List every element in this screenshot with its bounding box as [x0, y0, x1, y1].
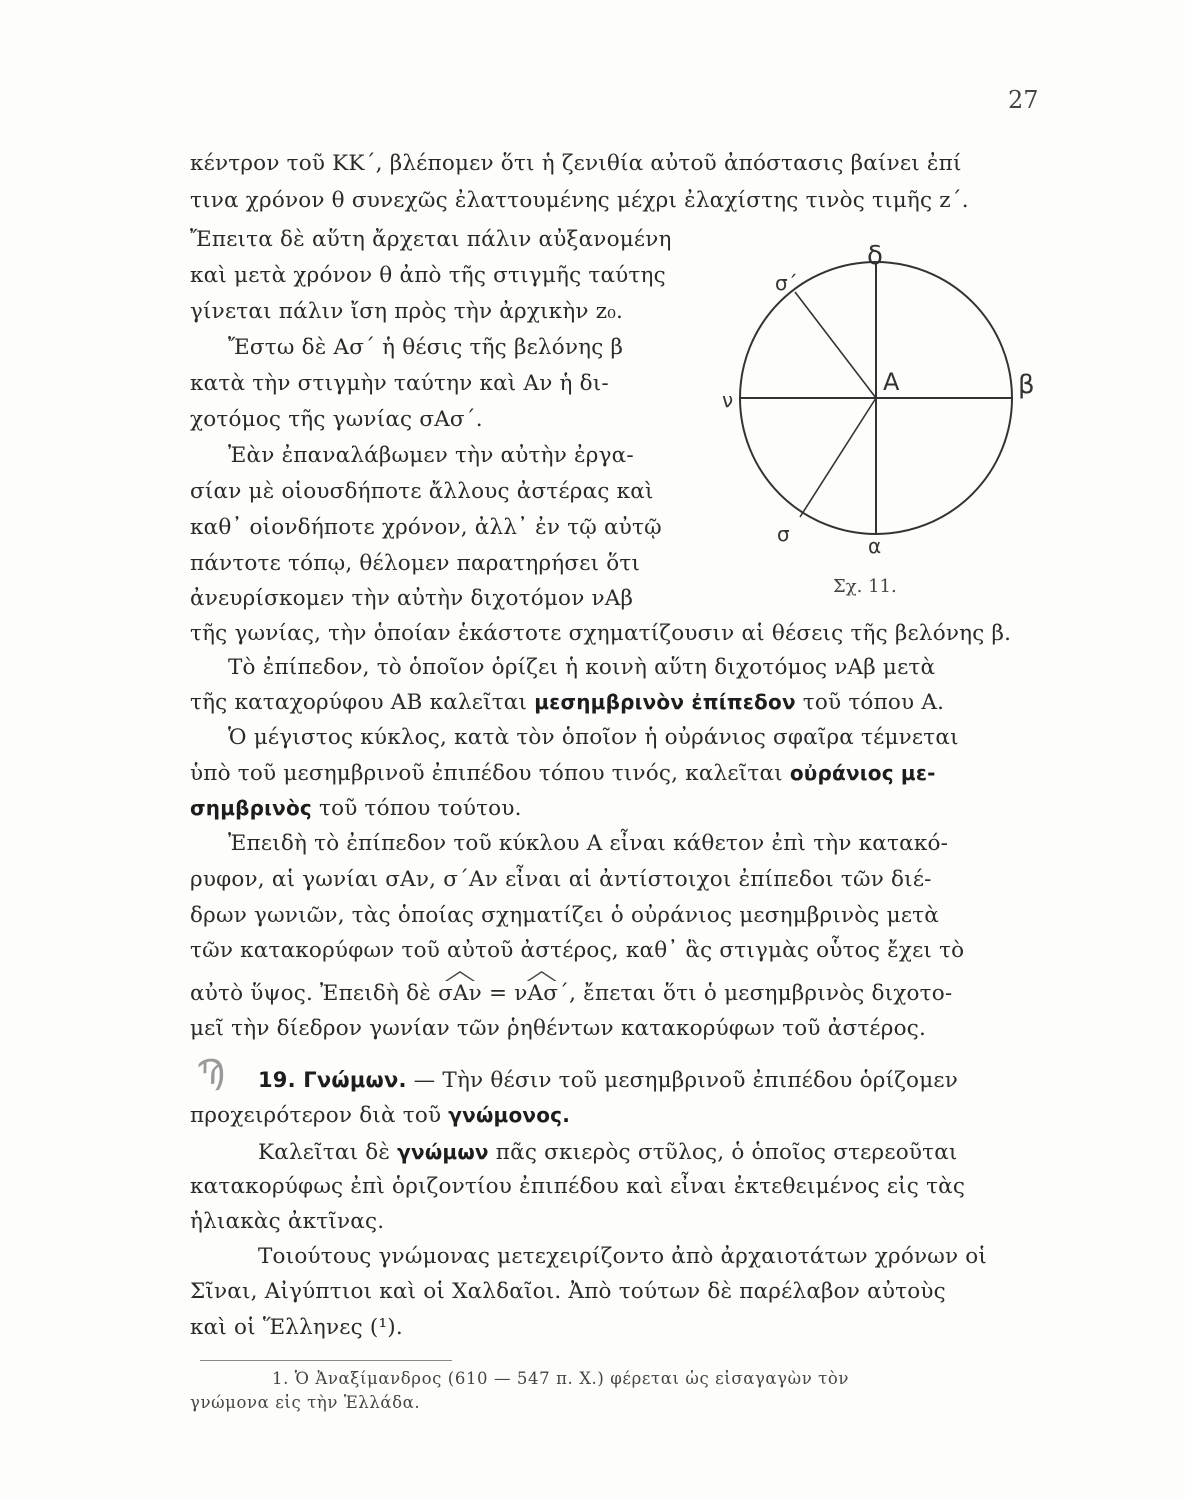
text-span: αὐτὸ ὕψος. Ἐπειδὴ δὲ — [190, 981, 439, 1006]
text-line: Σῖναι, Αἰγύπτιοι καὶ οἱ Χαλδαῖοι. Ἀπὸ τούτων δὲ παρέλαβον αὐτοὺς — [190, 1279, 946, 1304]
text-line: σίαν μὲ οἱουσδήποτε ἄλλους ἀστέρας καὶ — [190, 479, 654, 504]
text-span: , ἔπεται ὅτι ὁ μεσημβρινὸς διχοτο- — [569, 981, 953, 1006]
text-line — [190, 1101, 570, 1130]
text-line: Τὸ ἐπίπεδον, τὸ ὁποῖον ὁρίζει ἡ κοινὴ αὕτη διχοτόμος νΑβ μετὰ — [228, 655, 936, 680]
text-line: Ἔπειτα δὲ αὕτη ἄρχεται πάλιν αὐξανομένη — [190, 227, 672, 252]
text-line: τῆς γωνίας, τὴν ὁποίαν ἑκάστοτε σχηματίζουσιν αἱ θέσεις τῆς βελόνης β. — [190, 621, 1012, 646]
label-sigma-prime: σ΄ — [775, 271, 798, 295]
text-line: Ἐπειδὴ τὸ ἐπίπεδον τοῦ κύκλου Α εἶναι κάθετον ἐπὶ τὴν κατακό- — [228, 831, 949, 856]
text-line — [258, 1066, 958, 1095]
text-line: κατακορύφως ἐπὶ ὁριζοντίου ἐπιπέδου καὶ εἶναι ἐκτεθειμένος εἰς τὰς — [190, 1174, 966, 1199]
needle-sigma-prime — [795, 292, 876, 398]
angle-arc-nAs: νΑσ΄ — [514, 981, 570, 1006]
angle-arc-sAn: σΑν — [438, 981, 482, 1006]
text-line — [190, 688, 944, 717]
text-line — [190, 759, 936, 788]
label-A: Α — [883, 368, 900, 396]
label-beta: β — [1018, 370, 1035, 400]
text-line: καὶ οἱ Ἕλληνες (¹). — [190, 1315, 403, 1340]
text-line: καθ᾽ οἱονδήποτε χρόνον, ἀλλ᾽ ἐν τῷ αὐτῷ — [190, 515, 662, 540]
text-line: καὶ μετὰ χρόνον θ ἀπὸ τῆς στιγμῆς ταύτης — [190, 263, 666, 288]
text-span: Καλεῖται δὲ — [258, 1140, 398, 1165]
text-line — [190, 980, 952, 1008]
text-line: δρων γωνιῶν, τὰς ὁποίας σχηματίζει ὁ οὐράνιος μεσημβρινὸς μετὰ — [190, 903, 939, 928]
equals-sign: = — [481, 981, 515, 1006]
footnote-line: 1. Ὁ Ἀναξίμανδρος (610 — 547 π. Χ.) φέρεται ὡς εἰσαγαγὼν τὸν — [272, 1369, 850, 1388]
figure-11-diagram — [700, 235, 1050, 605]
text-line: κέντρον τοῦ ΚΚ΄, βλέπομεν ὅτι ἡ ζενιθία αὐτοῦ ἀπόστασις βαίνει ἐπί — [190, 151, 962, 176]
needle-sigma — [800, 398, 876, 517]
text-span: τῆς καταχορύφου ΑΒ καλεῖται — [190, 690, 535, 715]
text-span: ὑπὸ τοῦ μεσημβρινοῦ ἐπιπέδου τόπου τινός, καλεῖται — [190, 761, 790, 786]
label-alpha: α — [868, 534, 882, 558]
text-line: τινα χρόνον θ συνεχῶς ἐλαττουμένης μέχρι ἐλαχίστης τινὸς τιμῆς z΄. — [190, 188, 969, 213]
text-line — [258, 1138, 958, 1167]
text-line: πάντοτε τόπῳ, θέλομεν παρατηρήσει ὅτι — [190, 551, 641, 576]
figure-caption: Σχ. 11. — [833, 576, 897, 597]
term-celestial-meridian: οὐράνιος με- — [789, 761, 936, 785]
text-line: ρυφον, αἱ γωνίαι σΑν, σ΄Αν εἶναι αἱ ἀντίστοιχοι ἐπίπεδοι τῶν διέ- — [190, 867, 932, 892]
text-span: προχειρότερον διὰ τοῦ — [190, 1103, 449, 1128]
text-span: — Τὴν θέσιν τοῦ μεσημβρινοῦ ἐπιπέδου ὁρίζομεν — [406, 1068, 958, 1093]
term-gnomon-def: γνώμων — [397, 1140, 489, 1164]
text-line: Ἐὰν ἐπαναλάβωμεν τὴν αὐτὴν ἐργα- — [228, 443, 634, 468]
section-heading: 19. Γνώμων. — [258, 1068, 407, 1092]
text-line: Ὁ μέγιστος κύκλος, κατὰ τὸν ὁποῖον ἡ οὐράνιος σφαῖρα τέμνεται — [228, 725, 959, 750]
text-line: ἡλιακὰς ἀκτῖνας. — [190, 1209, 385, 1234]
text-line: ἀνευρίσκομεν τὴν αὐτὴν διχοτόμον νΑβ — [190, 586, 634, 611]
term-celestial-meridian-cont: σημβρινὸς — [190, 796, 312, 820]
term-gnomon: γνώμονος. — [448, 1103, 570, 1127]
text-line: Ἔστω δὲ Ασ΄ ἡ θέσις τῆς βελόνης β — [228, 335, 624, 360]
text-line: Τοιούτους γνώμονας μετεχειρίζοντο ἀπὸ ἀρχαιοτάτων χρόνων οἱ — [258, 1244, 988, 1269]
label-nu: ν — [722, 388, 734, 412]
text-line: τῶν κατακορύφων τοῦ αὐτοῦ ἀστέρος, καθ᾽ ἃς στιγμὰς οὗτος ἔχει τὸ — [190, 938, 965, 963]
text-span: πᾶς σκιερὸς στῦλος, ὁ ὁποῖος στερεοῦται — [488, 1140, 958, 1165]
text-span: τοῦ τόπου Α. — [795, 690, 945, 715]
text-line: χοτόμος τῆς γωνίας σΑσ΄. — [190, 407, 483, 432]
page-number: 27 — [1008, 86, 1039, 114]
text-span: τοῦ τόπου τούτου. — [311, 796, 522, 821]
margin-handwritten-mark: Ϡ — [192, 1050, 229, 1096]
footnote-line: γνώμονα εἰς τὴν Ἑλλάδα. — [190, 1393, 421, 1412]
text-line: γίνεται πάλιν ἴση πρὸς τὴν ἀρχικὴν z₀. — [190, 299, 624, 324]
label-delta: δ — [867, 241, 883, 271]
text-line: κατὰ τὴν στιγμὴν ταύτην καὶ Αν ἡ δι- — [190, 371, 609, 396]
term-meridian-plane: μεσημβρινὸν ἐπίπεδον — [534, 690, 796, 714]
text-line — [190, 794, 522, 823]
label-sigma: σ — [777, 522, 790, 546]
text-line: μεῖ τὴν δίεδρον γωνίαν τῶν ῥηθέντων κατακορύφων τοῦ ἀστέρος. — [190, 1016, 927, 1041]
footnote-rule — [200, 1360, 452, 1361]
